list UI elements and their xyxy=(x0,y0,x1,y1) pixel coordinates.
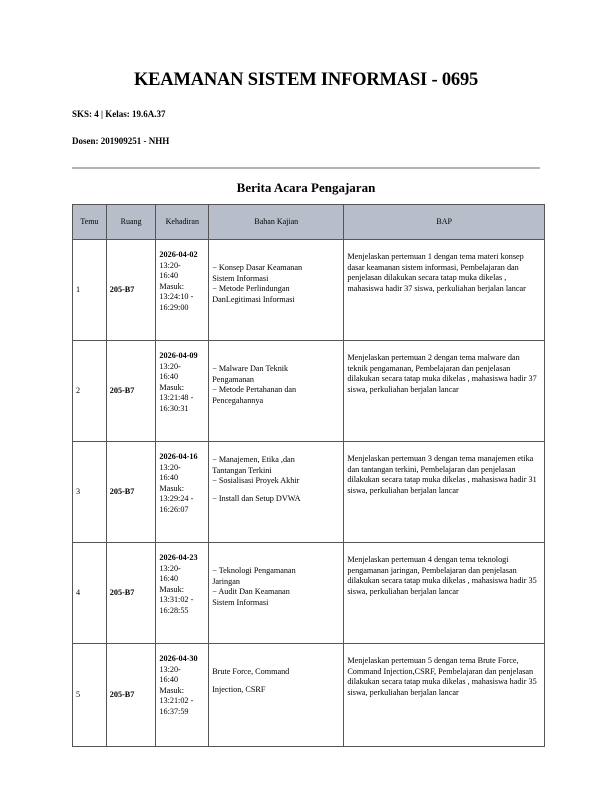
bahan-kajian-line: − Sosialisasi Proyek Akhir xyxy=(212,476,300,486)
cell-kehadiran xyxy=(156,240,209,341)
cell-kehadiran xyxy=(156,644,209,747)
table-header-row xyxy=(73,205,545,240)
cell-bahan-kajian xyxy=(209,442,344,543)
kehadiran-line: 16:40 xyxy=(159,271,179,281)
bahan-kajian-line: − Metode Pertahanan dan xyxy=(212,385,297,395)
cell-kehadiran xyxy=(156,442,209,543)
bahan-kajian-line: − Teknologi Pengamanan xyxy=(212,566,296,575)
kehadiran-line: 16:29:00 xyxy=(159,302,189,312)
cell-bahan-kajian xyxy=(209,644,344,747)
kehadiran-line: 13:21:02 - xyxy=(159,696,194,706)
cell-bap xyxy=(344,442,545,543)
kehadiran-line: 13:24:10 - xyxy=(159,292,194,302)
column-header-bap: BAP xyxy=(344,205,545,240)
bahan-kajian-list xyxy=(212,543,340,608)
column-header-temu: Temu xyxy=(73,205,107,240)
divider xyxy=(72,167,540,169)
cell-temu: 4 xyxy=(73,543,107,644)
kehadiran-line: Masuk: xyxy=(159,584,184,594)
kehadiran-line: 13:20- xyxy=(159,563,181,573)
kehadiran-line: 2026-04-23 xyxy=(159,553,198,562)
cell-ruang: 205-B7 xyxy=(106,442,156,543)
kehadiran-line: 13:31:02 - xyxy=(159,595,194,605)
kehadiran-line: 16:40 xyxy=(159,574,179,584)
bahan-kajian-line: Tantangan Terkini xyxy=(212,465,272,475)
bahan-kajian-line: Injection, CSRF xyxy=(212,684,266,694)
kehadiran-line: 16:40 xyxy=(159,473,179,483)
cell-temu: 3 xyxy=(73,442,107,543)
table-row xyxy=(73,543,545,644)
bahan-kajian-line: Pencegahannya xyxy=(212,395,264,405)
cell-kehadiran xyxy=(156,341,209,442)
bahan-kajian-line: Jaringan xyxy=(212,576,240,586)
cell-ruang: 205-B7 xyxy=(106,644,156,747)
bahan-kajian-line: − Install dan Setup DVWA xyxy=(212,493,301,503)
bahan-kajian-line: Pengamanan xyxy=(212,374,255,384)
kehadiran-line: 16:40 xyxy=(159,372,179,382)
kehadiran-line: 13:20- xyxy=(159,260,181,270)
cell-temu: 5 xyxy=(73,644,107,747)
cell-bahan-kajian xyxy=(209,543,344,644)
kehadiran-line: 13:20- xyxy=(159,664,181,674)
table-row xyxy=(73,240,545,341)
bap-text: Menjelaskan pertemuan 5 dengan tema Brute Force, Command Injection,CSRF, Pembelajaran dan penjelasan dilakukan secara tatap muka dikelas , mahasiswa hadir 35 siswa, perkuliahan berjalan lancar xyxy=(347,656,537,697)
bahan-kajian-line: Sistem Informasi xyxy=(212,273,269,283)
bahan-kajian-line xyxy=(212,678,340,685)
bahan-kajian-line: Brute Force, Command xyxy=(212,667,290,676)
cell-temu: 2 xyxy=(73,341,107,442)
kehadiran-line: 2026-04-02 xyxy=(159,250,198,259)
kehadiran-line: 16:30:31 xyxy=(159,403,189,413)
kehadiran-line: 16:40 xyxy=(159,675,179,685)
kehadiran-line: 16:28:55 xyxy=(159,605,189,615)
bap-text: Menjelaskan pertemuan 1 dengan tema materi konsep dasar keamanan sistem informasi, Pembelajaran dan penjelasan dilakukan secara tatap muka dikelas , mahasiswa hadir 37 siswa, perkuliahan berjalan lancar xyxy=(347,252,526,293)
table-row xyxy=(73,644,545,747)
kehadiran-line: 13:29:24 - xyxy=(159,494,194,504)
bap-table xyxy=(72,204,545,747)
table-row xyxy=(73,341,545,442)
bap-text: Menjelaskan pertemuan 4 dengan tema teknologi pengamanan jaringan, Pembelajaran dan penjelasan dilakukan secara tatap muka dikelas , mahasiswa hadir 35 siswa, perkuliahan berjalan lancar xyxy=(347,555,537,596)
course-meta-dosen: Dosen: 201909251 - NHH xyxy=(72,136,170,146)
column-header-ruang: Ruang xyxy=(106,205,156,240)
kehadiran-line: Masuk: xyxy=(159,483,184,493)
page-title: KEAMANAN SISTEM INFORMASI - 0695 xyxy=(133,70,479,90)
bahan-kajian-line: − Manajemen, Etika ,dan xyxy=(212,455,295,464)
bap-text: Menjelaskan pertemuan 2 dengan tema malware dan teknik pengamanan, Pembelajaran dan penjelasan dilakukan secara tatap muka dikelas , mahasiswa hadir 37 siswa, perkuliahan berjalan lancar xyxy=(347,353,537,394)
cell-kehadiran xyxy=(156,543,209,644)
column-header-bahan-kajian: Bahan Kajian xyxy=(209,205,344,240)
table-row xyxy=(73,442,545,543)
kehadiran-line: Masuk: xyxy=(159,281,184,291)
column-header-kehadiran: Kehadiran xyxy=(156,205,209,240)
bahan-kajian-line: Sistem Informasi xyxy=(212,597,269,607)
bahan-kajian-line: − Metode Perlindungan xyxy=(212,284,290,294)
cell-ruang: 205-B7 xyxy=(106,543,156,644)
cell-bap xyxy=(344,644,545,747)
cell-bap xyxy=(344,240,545,341)
bahan-kajian-line xyxy=(212,487,340,494)
kehadiran-line: 13:21:48 - xyxy=(159,393,194,403)
kehadiran-line: 13:20- xyxy=(159,462,181,472)
kehadiran-line: 16:37:59 xyxy=(159,706,189,716)
cell-bap xyxy=(344,543,545,644)
cell-bap xyxy=(344,341,545,442)
bahan-kajian-line: − Audit Dan Keamanan xyxy=(212,587,290,597)
bap-text: Menjelaskan pertemuan 3 dengan tema manajemen etika dan tantangan terkini, Pembelajaran dan penjelasan dilakukan secara tatap muka dikelas , mahasiswa hadir 31 siswa, perkuliahan berjalan lancar xyxy=(347,454,537,495)
kehadiran-line: 13:20- xyxy=(159,361,181,371)
cell-bahan-kajian xyxy=(209,341,344,442)
course-meta-sks-kelas: SKS: 4 | Kelas: 19.6A.37 xyxy=(72,109,166,119)
cell-bahan-kajian xyxy=(209,240,344,341)
bahan-kajian-line: DanLegitimasi Informasi xyxy=(212,294,295,304)
cell-ruang: 205-B7 xyxy=(106,341,156,442)
kehadiran-line: 2026-04-09 xyxy=(159,351,198,360)
bahan-kajian-list xyxy=(212,240,340,305)
section-title: Berita Acara Pengajaran xyxy=(236,180,376,195)
kehadiran-line: 2026-04-30 xyxy=(159,654,198,663)
bahan-kajian-list xyxy=(212,644,340,695)
kehadiran-line: 2026-04-16 xyxy=(159,452,198,461)
bahan-kajian-list xyxy=(212,442,340,504)
bahan-kajian-line: − Konsep Dasar Keamanan xyxy=(212,263,303,272)
cell-ruang: 205-B7 xyxy=(106,240,156,341)
kehadiran-line: Masuk: xyxy=(159,685,184,695)
bahan-kajian-list xyxy=(212,341,340,406)
bahan-kajian-line: − Malware Dan Teknik xyxy=(212,364,289,373)
kehadiran-line: 16:26:07 xyxy=(159,504,189,514)
kehadiran-line: Masuk: xyxy=(159,382,184,392)
cell-temu: 1 xyxy=(73,240,107,341)
